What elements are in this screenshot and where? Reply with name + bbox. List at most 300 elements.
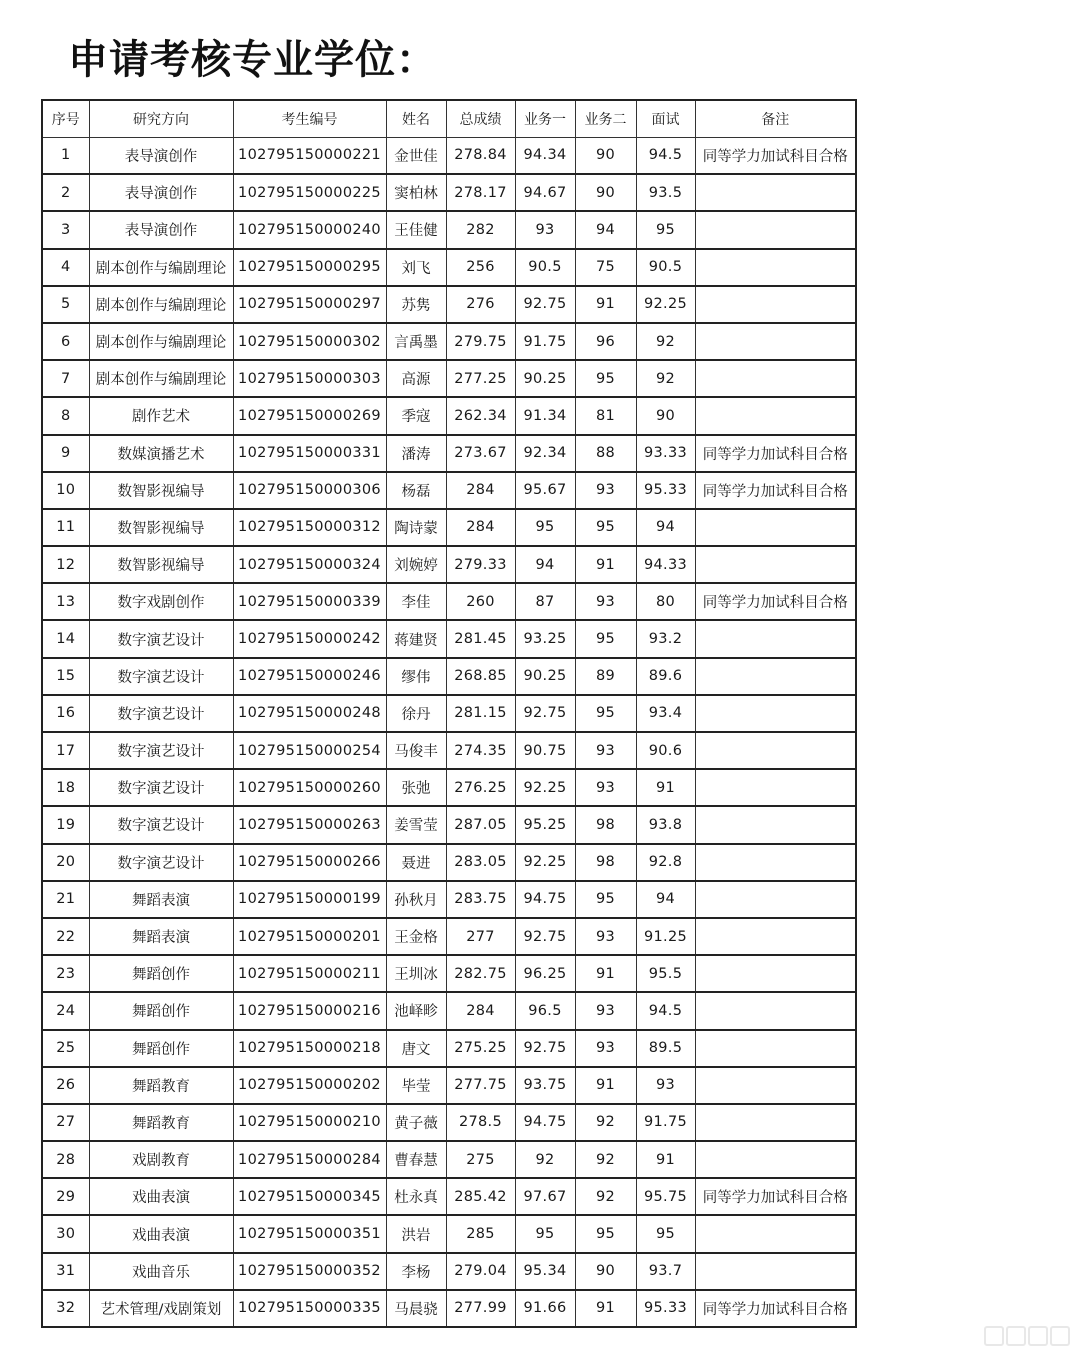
header-subject-two: 业务二 (575, 100, 636, 137)
cell-total-score: 278.17 (446, 174, 515, 211)
cell-remarks (695, 397, 856, 434)
cell-interview: 92.25 (636, 286, 695, 323)
cell-remarks (695, 732, 856, 769)
cell-interview: 94 (636, 509, 695, 546)
cell-interview: 94.5 (636, 992, 695, 1029)
cell-research-direction: 数智影视编导 (89, 472, 233, 509)
cell-interview: 89.5 (636, 1030, 695, 1067)
cell-research-direction: 舞蹈创作 (89, 955, 233, 992)
cell-remarks: 同等学力加试科目合格 (695, 583, 856, 620)
cell-serial: 27 (42, 1104, 89, 1141)
cell-subject-two: 91 (575, 286, 636, 323)
header-research-direction: 研究方向 (89, 100, 233, 137)
cell-research-direction: 剧作艺术 (89, 397, 233, 434)
cell-subject-one: 90.5 (515, 249, 575, 286)
cell-serial: 31 (42, 1253, 89, 1290)
cell-subject-one: 90.25 (515, 658, 575, 695)
cell-name: 潘涛 (386, 435, 446, 472)
watermark-logo (984, 1320, 1074, 1348)
cell-name: 高源 (386, 360, 446, 397)
cell-name: 苏隽 (386, 286, 446, 323)
table-row (42, 360, 856, 397)
cell-serial: 9 (42, 435, 89, 472)
cell-candidate-id: 102795150000199 (233, 881, 386, 918)
cell-interview: 93.33 (636, 435, 695, 472)
cell-remarks: 同等学力加试科目合格 (695, 472, 856, 509)
header-serial: 序号 (42, 100, 89, 137)
table-row (42, 1253, 856, 1290)
cell-research-direction: 数字演艺设计 (89, 658, 233, 695)
cell-candidate-id: 102795150000297 (233, 286, 386, 323)
table-row (42, 955, 856, 992)
cell-subject-two: 93 (575, 992, 636, 1029)
cell-subject-two: 81 (575, 397, 636, 434)
cell-subject-two: 90 (575, 174, 636, 211)
cell-subject-one: 92.25 (515, 844, 575, 881)
cell-remarks (695, 211, 856, 248)
cell-serial: 21 (42, 881, 89, 918)
cell-subject-two: 93 (575, 918, 636, 955)
cell-subject-one: 90.25 (515, 360, 575, 397)
cell-total-score: 276 (446, 286, 515, 323)
table-row (42, 1290, 856, 1327)
table-row (42, 1104, 856, 1141)
cell-remarks: 同等学力加试科目合格 (695, 435, 856, 472)
cell-candidate-id: 102795150000210 (233, 1104, 386, 1141)
cell-remarks (695, 1030, 856, 1067)
cell-remarks (695, 174, 856, 211)
cell-subject-two: 90 (575, 1253, 636, 1290)
cell-subject-one: 95.25 (515, 806, 575, 843)
cell-subject-two: 96 (575, 323, 636, 360)
cell-name: 王圳冰 (386, 955, 446, 992)
cell-interview: 95 (636, 1215, 695, 1252)
cell-research-direction: 艺术管理/戏剧策划 (89, 1290, 233, 1327)
cell-candidate-id: 102795150000345 (233, 1178, 386, 1215)
cell-candidate-id: 102795150000218 (233, 1030, 386, 1067)
cell-candidate-id: 102795150000202 (233, 1067, 386, 1104)
cell-interview: 93.5 (636, 174, 695, 211)
cell-total-score: 276.25 (446, 769, 515, 806)
cell-subject-one: 94.75 (515, 1104, 575, 1141)
cell-subject-one: 96.5 (515, 992, 575, 1029)
cell-total-score: 262.34 (446, 397, 515, 434)
table-row (42, 918, 856, 955)
cell-name: 聂进 (386, 844, 446, 881)
cell-research-direction: 舞蹈教育 (89, 1104, 233, 1141)
table-row (42, 881, 856, 918)
cell-subject-two: 88 (575, 435, 636, 472)
cell-interview: 80 (636, 583, 695, 620)
cell-subject-two: 91 (575, 1067, 636, 1104)
cell-research-direction: 舞蹈表演 (89, 881, 233, 918)
cell-remarks (695, 1215, 856, 1252)
cell-remarks (695, 249, 856, 286)
cell-total-score: 285 (446, 1215, 515, 1252)
cell-candidate-id: 102795150000201 (233, 918, 386, 955)
cell-remarks (695, 323, 856, 360)
cell-remarks (695, 546, 856, 583)
cell-subject-one: 93.25 (515, 620, 575, 657)
cell-research-direction: 数字演艺设计 (89, 806, 233, 843)
cell-subject-two: 95 (575, 620, 636, 657)
cell-candidate-id: 102795150000240 (233, 211, 386, 248)
cell-subject-one: 92.75 (515, 918, 575, 955)
cell-research-direction: 剧本创作与编剧理论 (89, 360, 233, 397)
cell-serial: 30 (42, 1215, 89, 1252)
cell-total-score: 275.25 (446, 1030, 515, 1067)
cell-candidate-id: 102795150000302 (233, 323, 386, 360)
cell-name: 李杨 (386, 1253, 446, 1290)
cell-total-score: 275 (446, 1141, 515, 1178)
cell-serial: 8 (42, 397, 89, 434)
cell-name: 张弛 (386, 769, 446, 806)
cell-interview: 90 (636, 397, 695, 434)
cell-total-score: 284 (446, 992, 515, 1029)
cell-total-score: 279.33 (446, 546, 515, 583)
cell-serial: 29 (42, 1178, 89, 1215)
cell-interview: 91.25 (636, 918, 695, 955)
cell-name: 季寇 (386, 397, 446, 434)
cell-total-score: 268.85 (446, 658, 515, 695)
cell-remarks (695, 1141, 856, 1178)
cell-name: 曹春慧 (386, 1141, 446, 1178)
cell-candidate-id: 102795150000211 (233, 955, 386, 992)
cell-serial: 26 (42, 1067, 89, 1104)
cell-remarks (695, 918, 856, 955)
cell-remarks (695, 844, 856, 881)
cell-interview: 95.33 (636, 1290, 695, 1327)
cell-total-score: 285.42 (446, 1178, 515, 1215)
cell-remarks (695, 695, 856, 732)
cell-subject-two: 93 (575, 1030, 636, 1067)
cell-serial: 17 (42, 732, 89, 769)
header-candidate-id: 考生编号 (233, 100, 386, 137)
cell-total-score: 273.67 (446, 435, 515, 472)
cell-research-direction: 剧本创作与编剧理论 (89, 323, 233, 360)
cell-subject-two: 92 (575, 1178, 636, 1215)
cell-research-direction: 舞蹈创作 (89, 992, 233, 1029)
table-row (42, 249, 856, 286)
cell-subject-one: 92.25 (515, 769, 575, 806)
cell-interview: 94.5 (636, 137, 695, 174)
cell-subject-one: 90.75 (515, 732, 575, 769)
cell-interview: 89.6 (636, 658, 695, 695)
header-remarks: 备注 (695, 100, 856, 137)
cell-subject-two: 93 (575, 472, 636, 509)
cell-serial: 13 (42, 583, 89, 620)
cell-candidate-id: 102795150000306 (233, 472, 386, 509)
cell-research-direction: 戏曲音乐 (89, 1253, 233, 1290)
cell-candidate-id: 102795150000331 (233, 435, 386, 472)
cell-subject-one: 91.66 (515, 1290, 575, 1327)
cell-serial: 15 (42, 658, 89, 695)
cell-candidate-id: 102795150000248 (233, 695, 386, 732)
cell-subject-one: 94.75 (515, 881, 575, 918)
cell-name: 池峄畛 (386, 992, 446, 1029)
cell-research-direction: 数智影视编导 (89, 546, 233, 583)
cell-remarks (695, 992, 856, 1029)
cell-interview: 92.8 (636, 844, 695, 881)
header-subject-one: 业务一 (515, 100, 575, 137)
cell-research-direction: 数字戏剧创作 (89, 583, 233, 620)
cell-serial: 24 (42, 992, 89, 1029)
cell-subject-two: 93 (575, 769, 636, 806)
cell-name: 缪伟 (386, 658, 446, 695)
cell-subject-one: 94.67 (515, 174, 575, 211)
cell-remarks: 同等学力加试科目合格 (695, 1178, 856, 1215)
cell-total-score: 277 (446, 918, 515, 955)
cell-interview: 94 (636, 881, 695, 918)
cell-serial: 18 (42, 769, 89, 806)
cell-serial: 25 (42, 1030, 89, 1067)
cell-subject-two: 98 (575, 844, 636, 881)
cell-research-direction: 数智影视编导 (89, 509, 233, 546)
cell-total-score: 281.45 (446, 620, 515, 657)
cell-serial: 7 (42, 360, 89, 397)
cell-serial: 16 (42, 695, 89, 732)
cell-candidate-id: 102795150000266 (233, 844, 386, 881)
cell-research-direction: 剧本创作与编剧理论 (89, 286, 233, 323)
cell-candidate-id: 102795150000221 (233, 137, 386, 174)
cell-serial: 10 (42, 472, 89, 509)
table-row (42, 1215, 856, 1252)
cell-name: 唐文 (386, 1030, 446, 1067)
cell-subject-two: 91 (575, 546, 636, 583)
cell-name: 杨磊 (386, 472, 446, 509)
cell-subject-one: 95.67 (515, 472, 575, 509)
cell-total-score: 277.25 (446, 360, 515, 397)
table-row (42, 472, 856, 509)
cell-name: 金世佳 (386, 137, 446, 174)
cell-candidate-id: 102795150000351 (233, 1215, 386, 1252)
cell-interview: 93.7 (636, 1253, 695, 1290)
cell-subject-two: 91 (575, 1290, 636, 1327)
cell-subject-one: 91.75 (515, 323, 575, 360)
cell-name: 马俊丰 (386, 732, 446, 769)
cell-total-score: 281.15 (446, 695, 515, 732)
cell-remarks (695, 1067, 856, 1104)
cell-research-direction: 数字演艺设计 (89, 844, 233, 881)
cell-serial: 2 (42, 174, 89, 211)
table-row (42, 211, 856, 248)
cell-interview: 92 (636, 360, 695, 397)
cell-remarks (695, 769, 856, 806)
cell-name: 黄子薇 (386, 1104, 446, 1141)
cell-name: 王金格 (386, 918, 446, 955)
cell-research-direction: 表导演创作 (89, 211, 233, 248)
cell-interview: 91 (636, 1141, 695, 1178)
cell-remarks (695, 658, 856, 695)
cell-total-score: 287.05 (446, 806, 515, 843)
table-header-row (42, 100, 856, 137)
cell-research-direction: 舞蹈教育 (89, 1067, 233, 1104)
cell-research-direction: 戏曲表演 (89, 1215, 233, 1252)
cell-name: 言禹墨 (386, 323, 446, 360)
table-row (42, 732, 856, 769)
cell-subject-two: 90 (575, 137, 636, 174)
cell-remarks: 同等学力加试科目合格 (695, 137, 856, 174)
cell-name: 刘飞 (386, 249, 446, 286)
table-body (42, 137, 856, 1327)
cell-subject-two: 95 (575, 509, 636, 546)
table-row (42, 1141, 856, 1178)
cell-serial: 3 (42, 211, 89, 248)
cell-serial: 22 (42, 918, 89, 955)
cell-interview: 90.6 (636, 732, 695, 769)
cell-serial: 12 (42, 546, 89, 583)
cell-total-score: 278.5 (446, 1104, 515, 1141)
cell-subject-two: 95 (575, 1215, 636, 1252)
table-row (42, 546, 856, 583)
cell-subject-two: 94 (575, 211, 636, 248)
cell-remarks (695, 1104, 856, 1141)
cell-total-score: 278.84 (446, 137, 515, 174)
cell-total-score: 277.99 (446, 1290, 515, 1327)
cell-interview: 93 (636, 1067, 695, 1104)
cell-candidate-id: 102795150000216 (233, 992, 386, 1029)
cell-subject-two: 95 (575, 360, 636, 397)
cell-name: 蒋建贤 (386, 620, 446, 657)
cell-name: 刘婉婷 (386, 546, 446, 583)
cell-subject-two: 93 (575, 732, 636, 769)
cell-total-score: 282 (446, 211, 515, 248)
cell-research-direction: 数字演艺设计 (89, 695, 233, 732)
cell-interview: 93.8 (636, 806, 695, 843)
cell-subject-one: 95 (515, 1215, 575, 1252)
cell-total-score: 283.75 (446, 881, 515, 918)
cell-subject-two: 98 (575, 806, 636, 843)
cell-serial: 4 (42, 249, 89, 286)
cell-interview: 91 (636, 769, 695, 806)
cell-remarks (695, 620, 856, 657)
cell-subject-two: 75 (575, 249, 636, 286)
table-row (42, 992, 856, 1029)
cell-interview: 93.4 (636, 695, 695, 732)
cell-subject-one: 92.75 (515, 1030, 575, 1067)
cell-total-score: 283.05 (446, 844, 515, 881)
cell-remarks: 同等学力加试科目合格 (695, 1290, 856, 1327)
cell-subject-one: 94 (515, 546, 575, 583)
cell-subject-one: 92.75 (515, 286, 575, 323)
admission-score-table (41, 99, 857, 1328)
header-name: 姓名 (386, 100, 446, 137)
cell-subject-one: 93 (515, 211, 575, 248)
cell-total-score: 284 (446, 509, 515, 546)
cell-serial: 32 (42, 1290, 89, 1327)
cell-candidate-id: 102795150000269 (233, 397, 386, 434)
cell-name: 孙秋月 (386, 881, 446, 918)
cell-subject-one: 87 (515, 583, 575, 620)
cell-total-score: 256 (446, 249, 515, 286)
cell-subject-one: 92.75 (515, 695, 575, 732)
cell-total-score: 274.35 (446, 732, 515, 769)
cell-candidate-id: 102795150000352 (233, 1253, 386, 1290)
cell-subject-one: 94.34 (515, 137, 575, 174)
cell-candidate-id: 102795150000246 (233, 658, 386, 695)
cell-total-score: 277.75 (446, 1067, 515, 1104)
cell-candidate-id: 102795150000312 (233, 509, 386, 546)
cell-research-direction: 舞蹈创作 (89, 1030, 233, 1067)
cell-research-direction: 表导演创作 (89, 137, 233, 174)
table-row (42, 583, 856, 620)
table-row (42, 769, 856, 806)
cell-candidate-id: 102795150000324 (233, 546, 386, 583)
cell-remarks (695, 806, 856, 843)
cell-interview: 94.33 (636, 546, 695, 583)
cell-candidate-id: 102795150000254 (233, 732, 386, 769)
cell-subject-two: 92 (575, 1104, 636, 1141)
cell-interview: 95 (636, 211, 695, 248)
cell-name: 窦柏林 (386, 174, 446, 211)
cell-serial: 23 (42, 955, 89, 992)
cell-serial: 28 (42, 1141, 89, 1178)
table-row (42, 1178, 856, 1215)
cell-subject-two: 95 (575, 695, 636, 732)
table-row (42, 435, 856, 472)
cell-remarks (695, 360, 856, 397)
cell-remarks (695, 955, 856, 992)
cell-interview: 95.33 (636, 472, 695, 509)
cell-subject-two: 93 (575, 583, 636, 620)
cell-subject-two: 91 (575, 955, 636, 992)
cell-subject-two: 92 (575, 1141, 636, 1178)
table-row (42, 695, 856, 732)
cell-candidate-id: 102795150000284 (233, 1141, 386, 1178)
table-row (42, 658, 856, 695)
cell-research-direction: 剧本创作与编剧理论 (89, 249, 233, 286)
cell-total-score: 282.75 (446, 955, 515, 992)
table-row (42, 323, 856, 360)
cell-serial: 5 (42, 286, 89, 323)
cell-total-score: 279.04 (446, 1253, 515, 1290)
cell-serial: 6 (42, 323, 89, 360)
cell-interview: 95.5 (636, 955, 695, 992)
table-row (42, 286, 856, 323)
cell-subject-one: 92 (515, 1141, 575, 1178)
cell-total-score: 284 (446, 472, 515, 509)
cell-name: 徐丹 (386, 695, 446, 732)
cell-serial: 20 (42, 844, 89, 881)
cell-interview: 92 (636, 323, 695, 360)
cell-research-direction: 舞蹈表演 (89, 918, 233, 955)
cell-interview: 90.5 (636, 249, 695, 286)
cell-subject-two: 89 (575, 658, 636, 695)
cell-research-direction: 表导演创作 (89, 174, 233, 211)
table-row (42, 397, 856, 434)
cell-total-score: 260 (446, 583, 515, 620)
cell-candidate-id: 102795150000303 (233, 360, 386, 397)
cell-subject-two: 95 (575, 881, 636, 918)
cell-candidate-id: 102795150000260 (233, 769, 386, 806)
table-row (42, 174, 856, 211)
cell-name: 毕莹 (386, 1067, 446, 1104)
cell-candidate-id: 102795150000263 (233, 806, 386, 843)
cell-subject-one: 97.67 (515, 1178, 575, 1215)
table-row (42, 620, 856, 657)
cell-research-direction: 数字演艺设计 (89, 769, 233, 806)
header-total-score: 总成绩 (446, 100, 515, 137)
cell-subject-one: 92.34 (515, 435, 575, 472)
cell-name: 洪岩 (386, 1215, 446, 1252)
cell-candidate-id: 102795150000295 (233, 249, 386, 286)
cell-remarks (695, 1253, 856, 1290)
cell-serial: 14 (42, 620, 89, 657)
cell-research-direction: 数字演艺设计 (89, 732, 233, 769)
cell-name: 李佳 (386, 583, 446, 620)
cell-remarks (695, 881, 856, 918)
cell-subject-one: 95.34 (515, 1253, 575, 1290)
